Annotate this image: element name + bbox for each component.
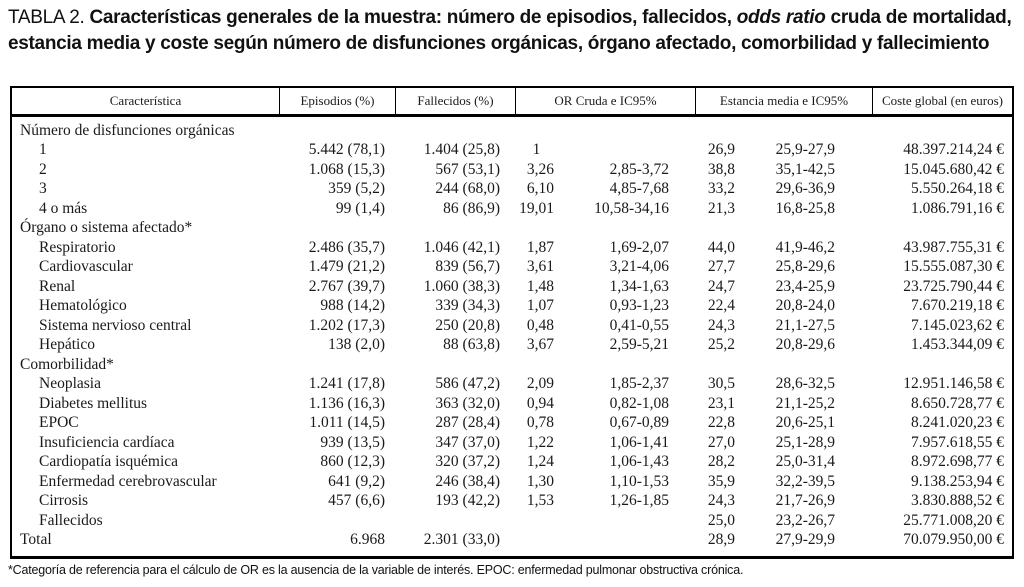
row-label: Número de disfunciones orgánicas — [20, 121, 235, 139]
cell-estancia: 27,0 — [707, 433, 735, 451]
row-label: Respiratorio — [39, 238, 116, 256]
cell-coste: 70.079.950,00 € — [903, 531, 1004, 549]
cell-coste: 9.138.253,94 € — [911, 472, 1004, 490]
table-row — [12, 238, 1012, 258]
row-label: Total — [20, 531, 52, 549]
row-label: Órgano o sistema afectado* — [20, 219, 193, 237]
title-italic-text: odds ratio — [736, 7, 826, 28]
cell-estancia-ci: 25,9-27,9 — [775, 141, 835, 159]
table-row — [12, 472, 1012, 492]
cell-coste: 23.725.790,44 € — [903, 277, 1004, 295]
cell-or: 1,24 — [526, 453, 554, 471]
cell-episodios: 1.136 (16,3) — [308, 394, 385, 412]
cell-estancia-ci: 25,0-31,4 — [775, 453, 835, 471]
cell-or: 1,22 — [526, 433, 554, 451]
cell-fallecidos: 339 (34,3) — [435, 297, 500, 315]
cell-or-ci: 1,10-1,53 — [609, 472, 669, 490]
cell-episodios: 1.202 (17,3) — [308, 316, 385, 334]
cell-estancia: 24,7 — [707, 277, 735, 295]
cell-episodios: 359 (5,2) — [328, 180, 385, 198]
cell-coste: 15.555.087,30 € — [903, 258, 1004, 276]
cell-estancia: 44,0 — [707, 238, 735, 256]
row-label: Diabetes mellitus — [39, 394, 148, 412]
cell-estancia-ci: 20,8-24,0 — [775, 297, 835, 315]
cell-coste: 8.241.020,23 € — [911, 414, 1004, 432]
cell-estancia: 28,2 — [707, 453, 735, 471]
cell-estancia-ci: 41,9-46,2 — [775, 238, 835, 256]
cell-fallecidos: 1.060 (38,3) — [423, 277, 500, 295]
table-row — [12, 355, 1012, 375]
cell-or: 2,09 — [526, 375, 554, 393]
cell-or: 1,87 — [526, 238, 554, 256]
footnote: *Categoría de referencia para el cálculo de OR es la ausencia de la variable de interés. EPOC: enfermedad pulmonar obstructiva crónica. — [8, 563, 744, 577]
cell-or-ci: 4,85-7,68 — [609, 180, 669, 198]
row-label: Renal — [39, 277, 76, 295]
cell-coste: 8.650.728,77 € — [911, 394, 1004, 412]
row-label: Cirrosis — [39, 492, 89, 510]
cell-or-ci: 0,41-0,55 — [609, 316, 669, 334]
cell-episodios: 939 (13,5) — [320, 433, 385, 451]
cell-or-ci: 2,59-5,21 — [609, 336, 669, 354]
cell-or: 1,07 — [526, 297, 554, 315]
cell-episodios: 860 (12,3) — [320, 453, 385, 471]
cell-fallecidos: 347 (37,0) — [435, 433, 500, 451]
row-label: Cardiopatía isquémica — [39, 453, 179, 471]
cell-episodios: 2.486 (35,7) — [308, 238, 385, 256]
table-row — [12, 511, 1012, 531]
cell-or-ci: 10,58-34,16 — [594, 199, 669, 217]
header-episodios: Episodios (%) — [279, 88, 395, 114]
cell-estancia: 24,3 — [707, 316, 735, 334]
cell-estancia: 25,0 — [707, 511, 735, 529]
cell-coste: 43.987.755,31 € — [903, 238, 1004, 256]
cell-coste: 1.453.344,09 € — [911, 336, 1004, 354]
table-title — [8, 5, 1016, 57]
cell-coste: 1.086.791,16 € — [911, 199, 1004, 217]
cell-fallecidos: 250 (20,8) — [435, 316, 500, 334]
cell-coste: 12.951.146,58 € — [903, 375, 1004, 393]
cell-fallecidos: 2.301 (33,0) — [423, 531, 500, 549]
cell-or-ci: 0,93-1,23 — [609, 297, 669, 315]
cell-coste: 48.397.214,24 € — [903, 141, 1004, 159]
cell-estancia-ci: 21,1-27,5 — [775, 316, 835, 334]
cell-or-ci: 2,85-3,72 — [609, 160, 669, 178]
cell-estancia: 38,8 — [707, 160, 735, 178]
cell-fallecidos: 1.404 (25,8) — [423, 141, 500, 159]
table-row — [12, 180, 1012, 200]
cell-episodios: 1.479 (21,2) — [308, 258, 385, 276]
cell-estancia: 22,4 — [707, 297, 735, 315]
table-row — [12, 492, 1012, 512]
cell-or: 0,48 — [526, 316, 554, 334]
cell-episodios: 1.068 (15,3) — [308, 160, 385, 178]
row-label: Neoplasia — [39, 375, 101, 393]
cell-or-ci: 1,06-1,43 — [609, 453, 669, 471]
cell-episodios: 457 (6,6) — [328, 492, 385, 510]
table-row — [12, 121, 1012, 141]
header-caracteristica: Característica — [109, 93, 182, 108]
table-row — [12, 531, 1012, 551]
cell-estancia-ci: 23,4-25,9 — [775, 277, 835, 295]
cell-or-ci: 1,06-1,41 — [609, 433, 669, 451]
cell-episodios: 1.011 (14,5) — [309, 414, 385, 432]
cell-episodios: 641 (9,2) — [328, 472, 385, 490]
title-text-before-italic: Características generales de la muestra: número de episodios, fallecidos, — [89, 7, 737, 28]
cell-episodios: 138 (2,0) — [328, 336, 385, 354]
cell-estancia-ci: 25,8-29,6 — [775, 258, 835, 276]
cell-or: 1 — [532, 141, 541, 159]
cell-episodios: 988 (14,2) — [320, 297, 385, 315]
cell-fallecidos: 193 (42,2) — [435, 492, 500, 510]
cell-fallecidos: 839 (56,7) — [435, 258, 500, 276]
cell-fallecidos: 287 (28,4) — [435, 414, 500, 432]
row-label: Enfermedad cerebrovascular — [39, 472, 217, 490]
cell-or: 3,61 — [526, 258, 554, 276]
cell-estancia-ci: 28,6-32,5 — [775, 375, 835, 393]
table-body — [12, 117, 1012, 556]
cell-estancia-ci: 21,7-26,9 — [775, 492, 835, 510]
row-label: Hepático — [39, 336, 95, 354]
cell-or: 19,01 — [519, 199, 554, 217]
table-number-label: TABLA 2. — [8, 7, 90, 28]
cell-estancia: 35,9 — [707, 472, 735, 490]
cell-estancia-ci: 20,8-29,6 — [775, 336, 835, 354]
row-label: Sistema nervioso central — [39, 316, 192, 334]
row-label: Fallecidos — [39, 511, 103, 529]
cell-estancia-ci: 21,1-25,2 — [775, 394, 835, 412]
row-label: 3 — [39, 180, 47, 198]
cell-estancia: 26,9 — [707, 141, 735, 159]
cell-estancia-ci: 27,9-29,9 — [775, 531, 835, 549]
cell-estancia: 30,5 — [707, 375, 735, 393]
row-label: EPOC — [39, 414, 79, 432]
cell-estancia-ci: 29,6-36,9 — [775, 180, 835, 198]
cell-estancia-ci: 25,1-28,9 — [775, 433, 835, 451]
cell-or: 3,26 — [526, 160, 554, 178]
cell-or-ci: 1,26-1,85 — [609, 492, 669, 510]
cell-fallecidos: 363 (32,0) — [435, 394, 500, 412]
header-or-cruda: OR Cruda e IC95% — [515, 88, 695, 114]
row-label: Hematológico — [39, 297, 127, 315]
cell-fallecidos: 246 (38,4) — [435, 472, 500, 490]
table-row — [12, 336, 1012, 356]
cell-estancia: 21,3 — [707, 199, 735, 217]
cell-episodios: 1.241 (17,8) — [308, 375, 385, 393]
cell-estancia: 25,2 — [707, 336, 735, 354]
table-row — [12, 375, 1012, 395]
cell-or: 0,94 — [526, 394, 554, 412]
table-row — [12, 219, 1012, 239]
cell-estancia: 28,9 — [707, 531, 735, 549]
cell-estancia: 22,8 — [707, 414, 735, 432]
cell-fallecidos: 88 (63,8) — [443, 336, 500, 354]
cell-episodios: 2.767 (39,7) — [308, 277, 385, 295]
cell-estancia: 27,7 — [707, 258, 735, 276]
cell-estancia-ci: 16,8-25,8 — [775, 199, 835, 217]
table-row — [12, 258, 1012, 278]
table-row — [12, 453, 1012, 473]
table-row — [12, 433, 1012, 453]
cell-estancia-ci: 32,2-39,5 — [775, 472, 835, 490]
table-row — [12, 316, 1012, 336]
cell-or-ci: 3,21-4,06 — [609, 258, 669, 276]
cell-episodios: 5.442 (78,1) — [308, 141, 385, 159]
cell-or: 1,30 — [526, 472, 554, 490]
row-label: 2 — [39, 160, 47, 178]
cell-coste: 7.957.618,55 € — [911, 433, 1004, 451]
table-row — [12, 277, 1012, 297]
cell-or-ci: 1,85-2,37 — [609, 375, 669, 393]
cell-or: 0,78 — [526, 414, 554, 432]
cell-episodios: 99 (1,4) — [335, 199, 385, 217]
cell-fallecidos: 586 (47,2) — [435, 375, 500, 393]
cell-or: 6,10 — [526, 180, 554, 198]
cell-fallecidos: 86 (86,9) — [443, 199, 500, 217]
cell-coste: 25.771.008,20 € — [903, 511, 1004, 529]
table-row — [12, 141, 1012, 161]
cell-or: 1,48 — [526, 277, 554, 295]
cell-or-ci: 0,82-1,08 — [609, 394, 669, 412]
cell-estancia-ci: 20,6-25,1 — [775, 414, 835, 432]
cell-fallecidos: 1.046 (42,1) — [423, 238, 500, 256]
cell-or-ci: 0,67-0,89 — [609, 414, 669, 432]
row-label: Comorbilidad* — [20, 355, 114, 373]
row-label: 4 o más — [39, 199, 88, 217]
table-row — [12, 394, 1012, 414]
table-row — [12, 414, 1012, 434]
table-row — [12, 160, 1012, 180]
cell-fallecidos: 244 (68,0) — [435, 180, 500, 198]
header-fallecidos: Fallecidos (%) — [395, 88, 515, 114]
cell-estancia: 23,1 — [707, 394, 735, 412]
cell-coste: 15.045.680,42 € — [903, 160, 1004, 178]
cell-estancia-ci: 35,1-42,5 — [775, 160, 835, 178]
title-text-after-italic: cruda de mortalidad, estancia media y coste según número de disfunciones orgánicas, órgano afectado, comorbilidad y fallecimiento — [8, 7, 1012, 54]
cell-estancia: 24,3 — [707, 492, 735, 510]
header-coste-global: Coste global (en euros) — [872, 88, 1012, 114]
row-label: Cardiovascular — [39, 258, 133, 276]
cell-coste: 3.830.888,52 € — [911, 492, 1004, 510]
data-table — [10, 86, 1014, 559]
table-row — [12, 199, 1012, 219]
cell-coste: 8.972.698,77 € — [911, 453, 1004, 471]
cell-estancia: 33,2 — [707, 180, 735, 198]
cell-fallecidos: 567 (53,1) — [435, 160, 500, 178]
cell-coste: 5.550.264,18 € — [911, 180, 1004, 198]
cell-or: 1,53 — [526, 492, 554, 510]
table-row — [12, 297, 1012, 317]
cell-episodios: 6.968 — [350, 531, 385, 549]
cell-fallecidos: 320 (37,2) — [435, 453, 500, 471]
cell-coste: 7.670.219,18 € — [911, 297, 1004, 315]
cell-or: 3,67 — [526, 336, 554, 354]
header-estancia-media: Estancia media e IC95% — [695, 88, 872, 114]
cell-or-ci: 1,69-2,07 — [609, 238, 669, 256]
cell-or-ci: 1,34-1,63 — [609, 277, 669, 295]
row-label: 1 — [39, 141, 47, 159]
row-label: Insuficiencia cardíaca — [39, 433, 175, 451]
cell-coste: 7.145.023,62 € — [911, 316, 1004, 334]
cell-estancia-ci: 23,2-26,7 — [775, 511, 835, 529]
table-header-row — [12, 88, 1012, 117]
